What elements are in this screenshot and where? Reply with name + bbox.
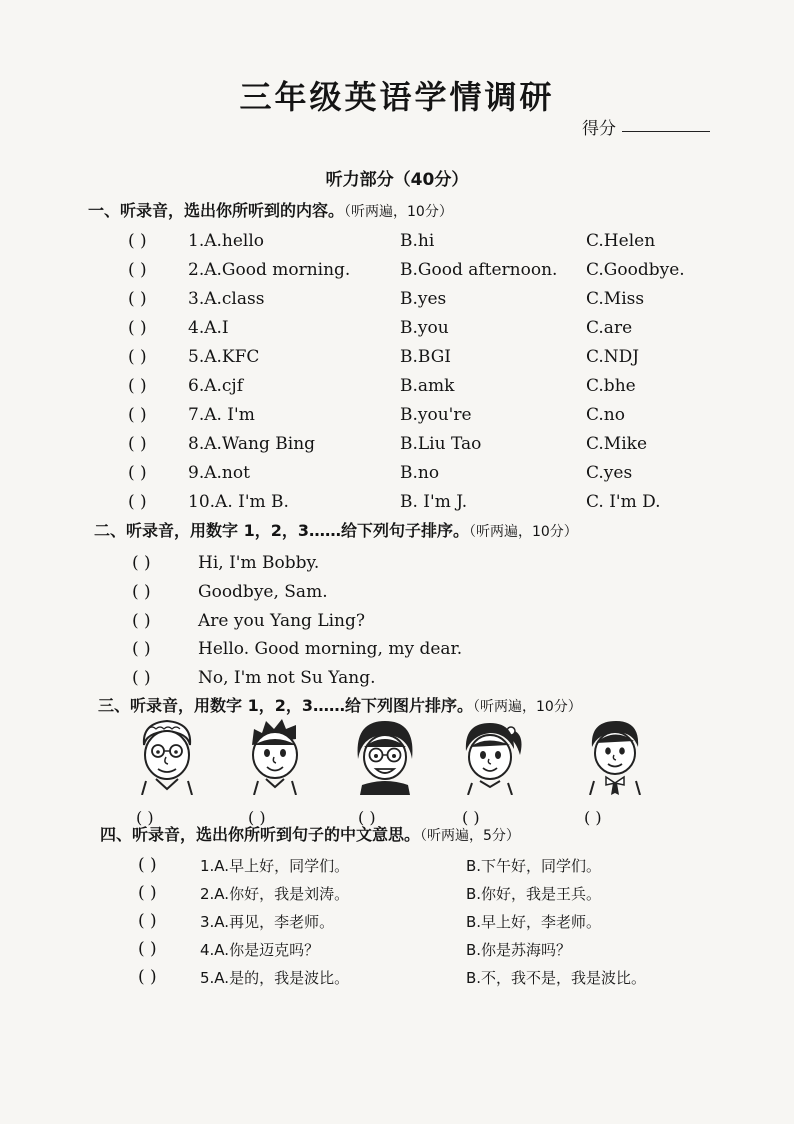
q2-row bbox=[0, 582, 794, 606]
answer-blank[interactable]: ( ) bbox=[128, 347, 147, 367]
q1-row bbox=[0, 405, 794, 429]
option-b: B.yes bbox=[400, 289, 447, 309]
option-a: 4.A.I bbox=[188, 318, 229, 338]
picture-row bbox=[0, 715, 794, 825]
option-c: C.no bbox=[586, 405, 625, 425]
option-a: 8.A.Wang Bing bbox=[188, 434, 316, 454]
q2-row bbox=[0, 553, 794, 577]
option-b: B.下午好，同学们。 bbox=[466, 857, 602, 875]
answer-blank[interactable]: ( ) bbox=[128, 289, 147, 309]
option-a: 2.A.Good morning. bbox=[188, 260, 351, 280]
q1-row bbox=[0, 318, 794, 342]
option-b: B. I'm J. bbox=[400, 492, 468, 512]
answer-blank[interactable]: ( ) bbox=[132, 668, 151, 688]
option-b: B.amk bbox=[400, 376, 455, 396]
sentence: No, I'm not Su Yang. bbox=[198, 668, 376, 688]
section-2-note: （听两遍，10分） bbox=[468, 524, 578, 540]
section-4-title: 四、听录音，选出你所听到句子的中文意思。 bbox=[100, 825, 421, 844]
q4-row bbox=[0, 939, 794, 963]
sentence: Hi, I'm Bobby. bbox=[198, 553, 320, 573]
option-a: 7.A. I'm bbox=[188, 405, 255, 425]
q4-row bbox=[0, 911, 794, 935]
option-a: 6.A.cjf bbox=[188, 376, 243, 396]
option-c: C.bhe bbox=[586, 376, 636, 396]
answer-blank[interactable]: ( ) bbox=[132, 582, 151, 602]
q2-row bbox=[0, 639, 794, 663]
answer-blank[interactable]: ( ) bbox=[132, 553, 151, 573]
picture-answer-blank[interactable]: ( ) bbox=[248, 808, 266, 827]
option-b: B.Good afternoon. bbox=[400, 260, 558, 280]
section-4-heading bbox=[100, 822, 520, 845]
q1-row bbox=[0, 289, 794, 313]
option-b: B.BGI bbox=[400, 347, 451, 367]
q2-row bbox=[0, 668, 794, 692]
answer-blank[interactable]: ( ) bbox=[128, 318, 147, 338]
q4-row bbox=[0, 883, 794, 907]
option-c: C.Miss bbox=[586, 289, 645, 309]
option-a: 10.A. I'm B. bbox=[188, 492, 289, 512]
picture-answer-blank[interactable]: ( ) bbox=[136, 808, 154, 827]
man-glasses-picture bbox=[132, 715, 202, 795]
answer-blank[interactable]: ( ) bbox=[138, 911, 157, 931]
answer-blank[interactable]: ( ) bbox=[138, 855, 157, 875]
boy-picture bbox=[240, 715, 310, 795]
section-2-heading bbox=[94, 518, 578, 541]
q1-row bbox=[0, 347, 794, 371]
page-title: 三年级英语学情调研 bbox=[239, 78, 555, 116]
part-title: 听力部分（40分） bbox=[325, 170, 469, 190]
option-b: B.你好，我是王兵。 bbox=[466, 885, 602, 903]
answer-blank[interactable]: ( ) bbox=[128, 434, 147, 454]
option-c: C.NDJ bbox=[586, 347, 640, 367]
answer-blank[interactable]: ( ) bbox=[132, 611, 151, 631]
option-a: 5.A.是的，我是波比。 bbox=[200, 969, 350, 987]
answer-blank[interactable]: ( ) bbox=[128, 260, 147, 280]
q1-row bbox=[0, 260, 794, 284]
option-c: C.yes bbox=[586, 463, 633, 483]
option-a: 3.A.class bbox=[188, 289, 265, 309]
option-c: C. I'm D. bbox=[586, 492, 661, 512]
option-a: 5.A.KFC bbox=[188, 347, 260, 367]
section-3-title: 三、听录音，用数字 1，2，3……给下列图片排序。 bbox=[98, 696, 473, 715]
picture-answer-blank[interactable]: ( ) bbox=[462, 808, 480, 827]
option-a: 1.A.hello bbox=[188, 231, 265, 251]
answer-blank[interactable]: ( ) bbox=[128, 463, 147, 483]
option-b: B.hi bbox=[400, 231, 435, 251]
section-3-note: （听两遍，10分） bbox=[472, 699, 582, 715]
section-1-title: 一、听录音，选出你所听到的内容。 bbox=[88, 201, 345, 220]
option-c: C.Goodbye. bbox=[586, 260, 685, 280]
score-blank[interactable] bbox=[622, 131, 710, 132]
section-1-heading bbox=[88, 198, 453, 221]
woman-glasses-picture bbox=[350, 715, 420, 795]
option-b: B.早上好，李老师。 bbox=[466, 913, 602, 931]
q1-row bbox=[0, 463, 794, 487]
answer-blank[interactable]: ( ) bbox=[138, 939, 157, 959]
section-2-title: 二、听录音，用数字 1，2，3……给下列句子排序。 bbox=[94, 521, 469, 540]
picture-answer-blank[interactable]: ( ) bbox=[584, 808, 602, 827]
score-label: 得分 bbox=[582, 119, 616, 139]
section-1-note: （听两遍，10分） bbox=[344, 204, 453, 220]
girl-ponytail-picture bbox=[456, 715, 526, 795]
boy-tie-picture bbox=[580, 715, 650, 795]
option-c: C.are bbox=[586, 318, 633, 338]
option-a: 9.A.not bbox=[188, 463, 250, 483]
option-c: C.Helen bbox=[586, 231, 656, 251]
answer-blank[interactable]: ( ) bbox=[128, 376, 147, 396]
option-b: B.不，我不是，我是波比。 bbox=[466, 969, 647, 987]
option-b: B.you bbox=[400, 318, 449, 338]
answer-blank[interactable]: ( ) bbox=[132, 639, 151, 659]
q1-row bbox=[0, 492, 794, 516]
q4-row bbox=[0, 967, 794, 991]
option-a: 2.A.你好，我是刘涛。 bbox=[200, 885, 350, 903]
option-c: C.Mike bbox=[586, 434, 648, 454]
option-a: 3.A.再见，李老师。 bbox=[200, 913, 335, 931]
option-b: B.you're bbox=[400, 405, 472, 425]
q2-row bbox=[0, 611, 794, 635]
answer-blank[interactable]: ( ) bbox=[138, 967, 157, 987]
option-b: B.你是苏海吗？ bbox=[466, 941, 572, 959]
sentence: Goodbye, Sam. bbox=[198, 582, 328, 602]
option-a: 4.A.你是迈克吗？ bbox=[200, 941, 320, 959]
option-b: B.Liu Tao bbox=[400, 434, 482, 454]
sentence: Hello. Good morning, my dear. bbox=[198, 639, 463, 659]
option-b: B.no bbox=[400, 463, 440, 483]
section-4-note: （听两遍，5分） bbox=[420, 828, 520, 844]
answer-blank[interactable]: ( ) bbox=[138, 883, 157, 903]
q4-row bbox=[0, 855, 794, 879]
answer-blank[interactable]: ( ) bbox=[128, 231, 147, 251]
option-a: 1.A.早上好，同学们。 bbox=[200, 857, 350, 875]
picture-answer-blank[interactable]: ( ) bbox=[358, 808, 376, 827]
q1-row bbox=[0, 231, 794, 255]
q1-row bbox=[0, 376, 794, 400]
answer-blank[interactable]: ( ) bbox=[128, 405, 147, 425]
section-3-heading bbox=[98, 693, 582, 716]
answer-blank[interactable]: ( ) bbox=[128, 492, 147, 512]
sentence: Are you Yang Ling? bbox=[198, 611, 366, 631]
q1-row bbox=[0, 434, 794, 458]
